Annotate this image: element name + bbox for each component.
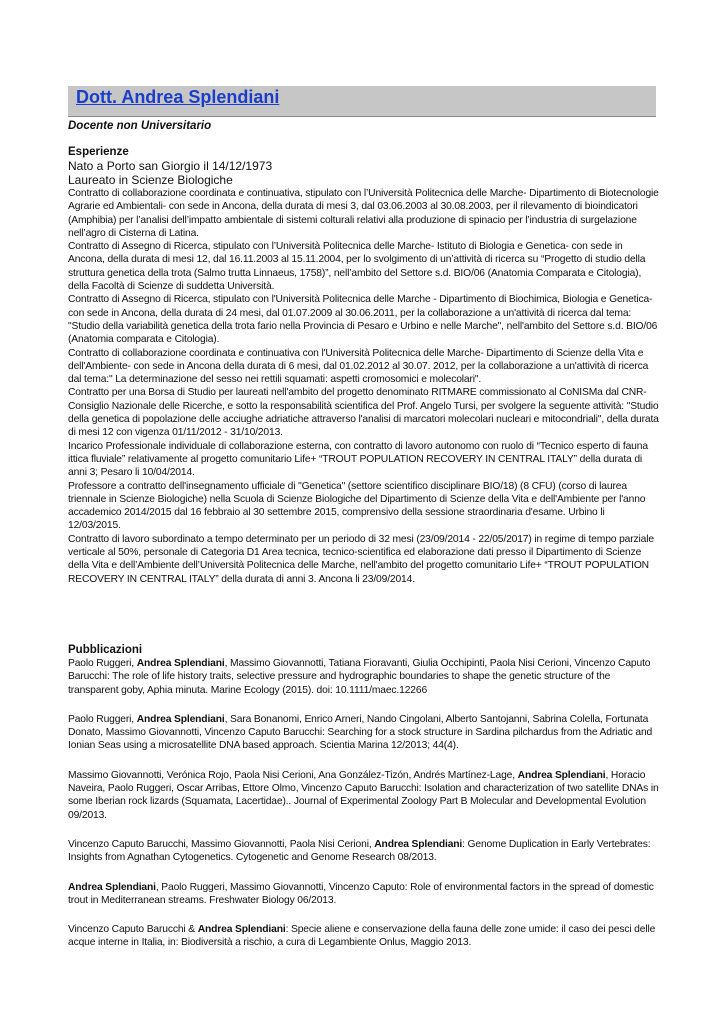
- pubblicazioni-heading: Pubblicazioni: [68, 644, 143, 656]
- publication-entry: [68, 838, 660, 865]
- publication-details: , Paolo Ruggeri, Massimo Giovannotti, Vincenzo Caputo: Role of environmental factors in the spread of domestic trout in Mediterranean streams. Freshwater Biology 06/2013.: [68, 881, 654, 906]
- experience-item: Contratto di collaborazione coordinata e continuativa, stipulato con l’Università Politecnica delle Marche- Dipartimento di Biotecnologie Agrarie ed Ambientali- con sede in Ancona, della durata di mesi 3, dal 03.06.2003 al 30.08.2003, per il rilevamento di bioindicatori (Amphibia) per l’analisi dell’impatto ambientale di sistemi colturali relativi alla produzione di spinacio per l’industria di surgelazione nell’agro di Cisterna di Latina.: [68, 188, 659, 239]
- experience-item: Incarico Professionale individuale di collaborazione esterna, con contratto di lavoro autonomo con ruolo di “Tecnico esperto di fauna ittica fluviale” relativamente al progetto comunitario Life+ “TROUT POPULATION RECOVERY IN CENTRAL ITALY” della durata di anni 3; Pesaro li 10/04/2014.: [68, 440, 648, 479]
- experience-item: Professore a contratto dell'insegnamento ufficiale di "Genetica" (settore scientifico disciplinare BIO/18) (8 CFU) (corso di laurea triennale in Scienze Biologiche) nella Scuola di Scienze Biologiche del Dipartimento di Scienze della Vita e dell'Ambiente per l'anno accademico 2014/2015 dal 16 febbraio al 30 settembre 2015, comprensivo della sessione straordinaria d'esame. Urbino li 12/03/2015.: [68, 480, 646, 532]
- highlighted-author: Andrea Splendiani: [136, 658, 225, 669]
- experience-item: Contratto per una Borsa di Studio per laureati nell'ambito del progetto denominato RITMARE commissionato al CoNISMa dal CNR-Consiglio Nazionale delle Ricerche, e sotto la responsabilità scientifica del Prof. Angelo Tursi, per svolgere la seguente attività: "Studio della genetica di popolazione delle acciughe adriatiche attraverso l'analisi di marcatori molecolari nucleari e mitocondriali", della durata di mesi 12 con vigenza 01/11/2012 - 31/10/2013.: [68, 387, 659, 439]
- experience-list: [68, 187, 660, 586]
- publication-authors-before: Vincenzo Caputo Barucchi, Massimo Giovannotti, Paola Nisi Cerioni,: [68, 838, 375, 850]
- publication-entry: [68, 923, 660, 950]
- publication-authors-before: Paolo Ruggeri,: [68, 658, 137, 669]
- publication-list: [68, 657, 660, 966]
- publication-entry: [68, 881, 660, 908]
- highlighted-author: Andrea Splendiani: [136, 713, 225, 725]
- publication-details: : Specie aliene e conservazione della fauna delle zone umide: il caso dei pesci delle acque interne in Italia, in: Biodiversità a rischio, a cura di Legambiente Onlus, Maggio 2013.: [68, 924, 656, 949]
- publication-details: , Horacio Naveira, Paolo Ruggeri, Oscar Arribas, Ettore Olmo, Vincenzo Caputo Barucchi: Isolation and characterization of two satellite DNAs in some Iberian rock lizards (Squamata, Lacertidae).. Journal of Experimental Zoology Part B Molecular and Developmental Evolution 09/2013.: [68, 769, 659, 821]
- highlighted-author: Andrea Splendiani: [197, 924, 286, 936]
- publication-authors-before: Paolo Ruggeri,: [68, 713, 137, 725]
- experience-item: Contratto di collaborazione coordinata e continuativa con l'Università Politecnica delle Marche- Dipartimento di Scienze della Vita e dell'Ambiente- con sede in Ancona della durata di 6 mesi, dal 01.02.2012 al 30.07. 2012, per la collaborazione a un'attività di ricerca dal tema:" La determinazione del sesso nei rettili squamati: aspetti cromosomici e molecolari".: [68, 347, 649, 386]
- highlighted-author: Andrea Splendiani: [517, 769, 606, 781]
- experience-item: Contratto di Assegno di Ricerca, stipulato con l’Università Politecnica delle Marche- Istituto di Biologia e Genetica- con sede in Ancona, della durata di mesi 12, dal 16.11.2003 al 15.11.2004, per lo svolgimento di un’attività di ricerca su “Progetto di studio della struttura genetica della trota (Salmo trutta Linnaeus, 1758)”, nell’ambito del Settore s.d. BIO/06 (Anatomia Comparata e Citologia), della Facoltà di Scienze di suddetta Università.: [68, 241, 646, 293]
- page-subtitle: Docente non Universitario: [68, 120, 212, 132]
- birth-info: Nato a Porto san Giorgio il 14/12/1973: [68, 159, 273, 173]
- esperienze-heading: Esperienze: [68, 146, 129, 158]
- page-title-link[interactable]: Dott. Andrea Splendiani: [76, 87, 280, 107]
- publication-entry: [68, 769, 660, 822]
- publication-details: , Massimo Giovannotti, Tatiana Fioravanti, Giulia Occhipinti, Paola Nisi Cerioni, Vincenzo Caputo Barucchi: The role of life history traits, selective pressure and hydrographic boundaries to shape the genetic structure of the transparent goby, Aphia minuta. Marine Ecology (2015). doi: 10.1111/maec.12266: [68, 658, 651, 696]
- publication-entry: [68, 657, 660, 697]
- experience-item: Contratto di Assegno di Ricerca, stipulato con l'Università Politecnica delle Marche - Dipartimento di Biochimica, Biologia e Genetica- con sede in Ancona, della durata di 24 mesi, dal 01.07.2009 al 30.06.2011, per la collaborazione a un'attività di ricerca dal tema: "Studio della variabilità genetica della trota fario nella Provincia di Pesaro e Urbino e nelle Marche", nell'ambito del Settore s.d. BIO/06 (Anatomia comparata e Citologia).: [68, 294, 658, 346]
- publication-authors-before: Massimo Giovannotti, Verónica Rojo, Paola Nisi Cerioni, Ana González-Tizón, Andrés Martínez-Lage,: [68, 769, 518, 781]
- experience-item: Contratto di lavoro subordinato a tempo determinato per un periodo di 32 mesi (23/09/2014 - 22/05/2017) in regime di tempo parziale verticale al 50%, personale di Categoria D1 Area tecnica, tecnico-scientifica ed elaborazione dati presso il Dipartimento di Scienze della Vita e dell’Ambiente dell’Università Politecnica delle Marche, nell'ambito del progetto comunitario Life+ “TROUT POPULATION RECOVERY IN CENTRAL ITALY” della durata di anni 3. Ancona li 23/09/2014.: [68, 533, 654, 585]
- degree-info: Laureato in Scienze Biologiche: [68, 173, 233, 187]
- publication-details: , Sara Bonanomi, Enrico Arneri, Nando Cingolani, Alberto Santojanni, Sabrina Colella, Fortunata Donato, Massimo Giovannotti, Vincenzo Caputo Barucchi: Searching for a stock structure in Sardina pilchardus from the Adriatic and Ionian Seas using a microsatellite DNA based approach. Scientia Marina 12/2013; 44(4).: [68, 713, 653, 752]
- publication-authors-before: Vincenzo Caputo Barucchi &: [68, 924, 198, 936]
- publication-entry: [68, 713, 660, 753]
- title-bar: [68, 86, 656, 117]
- highlighted-author: Andrea Splendiani: [374, 838, 463, 850]
- publication-details: : Genome Duplication in Early Vertebrates: Insights from Agnathan Cytogenetics. Cytogenetic and Genome Research 08/2013.: [68, 838, 651, 864]
- highlighted-author: Andrea Splendiani: [68, 881, 156, 893]
